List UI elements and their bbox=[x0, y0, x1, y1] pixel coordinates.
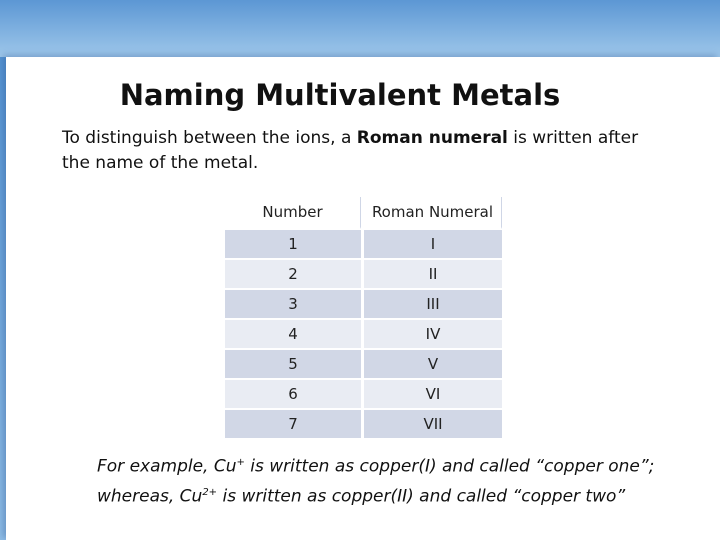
table-row bbox=[225, 289, 502, 319]
intro-before: To distinguish between the ions, a bbox=[62, 128, 357, 148]
intro-after: is written after the name of the metal. bbox=[62, 128, 639, 173]
example-line-2 bbox=[97, 480, 697, 510]
table-row bbox=[225, 319, 502, 349]
charge-superscript: + bbox=[236, 457, 245, 468]
slide-header-band bbox=[0, 0, 720, 57]
charge-superscript: 2+ bbox=[202, 486, 218, 498]
cell-number: 3 bbox=[225, 289, 361, 319]
table-header-row bbox=[225, 197, 502, 229]
intro-text bbox=[62, 126, 662, 176]
table-row bbox=[225, 229, 502, 259]
cell-number: 1 bbox=[225, 229, 361, 259]
cell-number: 4 bbox=[225, 319, 361, 349]
cell-number: 6 bbox=[225, 379, 361, 409]
column-header-number: Number bbox=[225, 197, 361, 229]
cell-roman: VI bbox=[361, 379, 502, 409]
cell-roman: V bbox=[361, 349, 502, 379]
example-line-1-end: is written as copper(I) and called “copper one”; bbox=[244, 456, 655, 477]
table-row bbox=[225, 379, 502, 409]
cell-number: 7 bbox=[225, 409, 361, 439]
intro-bold: Roman numeral bbox=[356, 128, 508, 148]
cell-roman: III bbox=[361, 289, 502, 319]
example-line-2-end: is written as copper(II) and called “copper two” bbox=[217, 486, 626, 507]
table-row bbox=[225, 409, 502, 439]
cell-roman: VII bbox=[361, 409, 502, 439]
column-header-roman: Roman Numeral bbox=[361, 197, 502, 229]
example-line-2-start: whereas, Cu bbox=[97, 486, 203, 507]
slide-title: Naming Multivalent Metals bbox=[119, 78, 561, 112]
example-line-1-start: For example, Cu bbox=[97, 456, 237, 477]
table-row bbox=[225, 349, 502, 379]
roman-numeral-table bbox=[225, 197, 502, 439]
cell-number: 5 bbox=[225, 349, 361, 379]
example-line-1 bbox=[97, 450, 697, 480]
cell-roman: II bbox=[361, 259, 502, 289]
table-row bbox=[225, 259, 502, 289]
example-text bbox=[97, 450, 697, 509]
cell-roman: IV bbox=[361, 319, 502, 349]
cell-roman: I bbox=[361, 229, 502, 259]
cell-number: 2 bbox=[225, 259, 361, 289]
